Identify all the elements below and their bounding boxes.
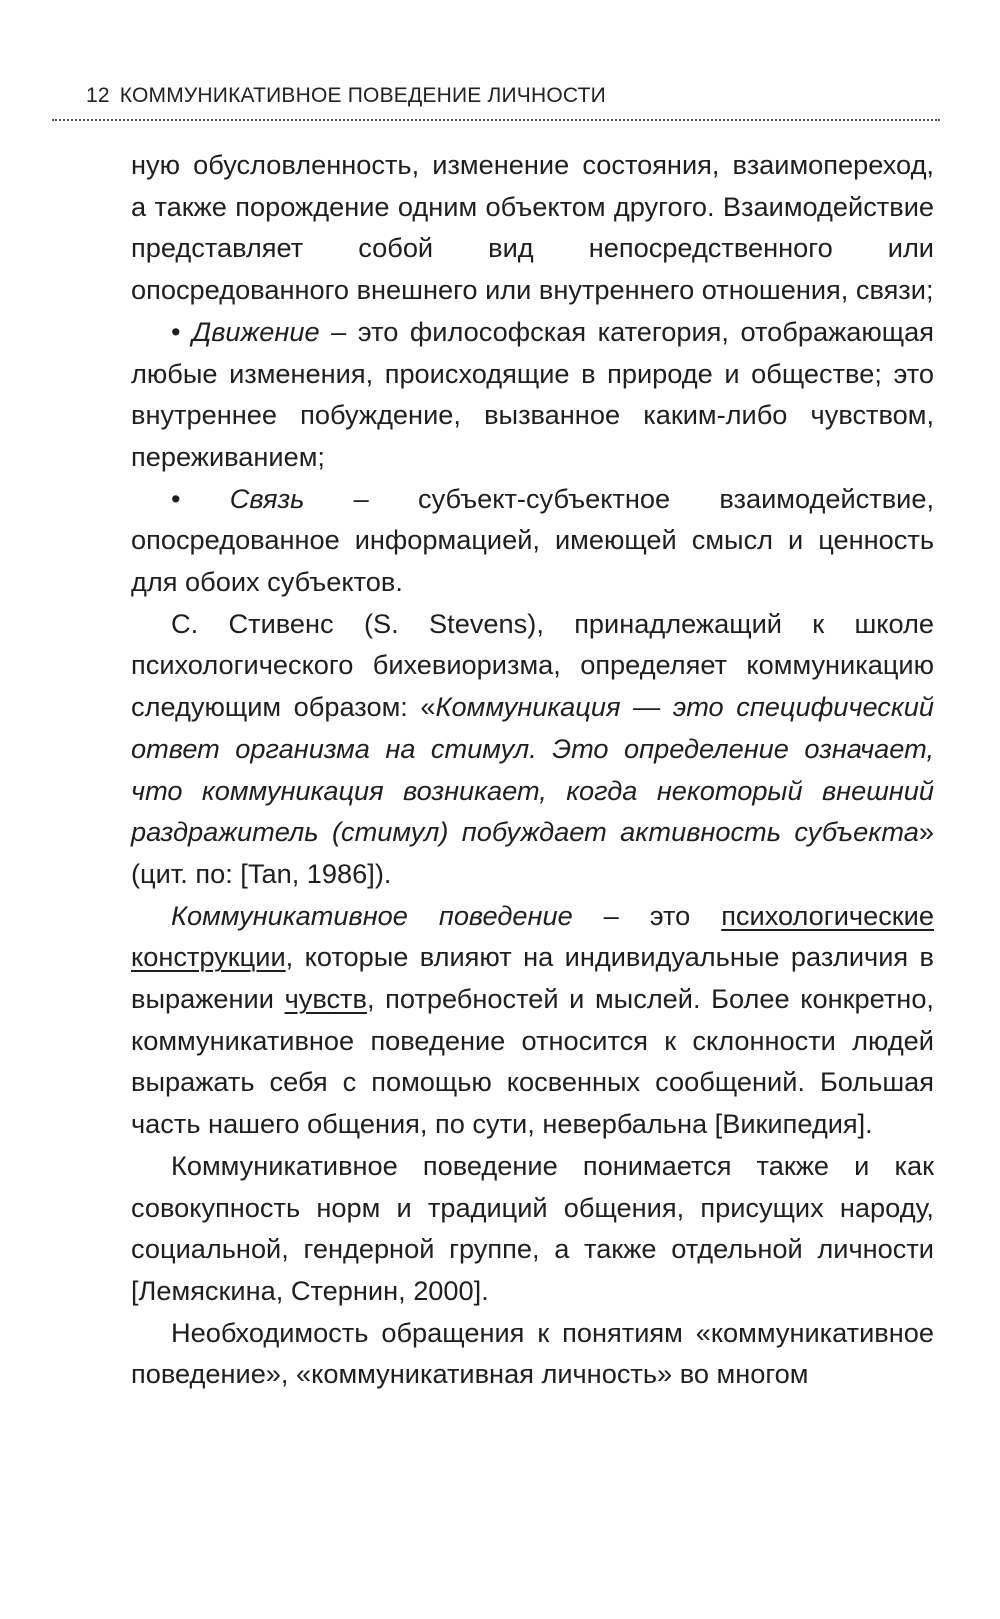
stevens-citation: » (цит. по: [Tan, 1986]). — [131, 816, 934, 889]
dash-text: – это — [572, 899, 722, 931]
body-text — [131, 144, 934, 1395]
bullet-marker: • — [171, 315, 181, 347]
paragraph-bullet-connection — [131, 478, 934, 603]
running-title: КОММУНИКАТИВНОЕ ПОВЕДЕНИЕ ЛИЧНОСТИ — [119, 84, 606, 107]
text-segment: , которые влияют на индивидуальные различия в выражении — [131, 941, 934, 1015]
link-feelings[interactable]: чувств — [284, 983, 367, 1015]
stevens-quote: Коммуникация — это специфический ответ организма на стимул. Это определение означает, что коммуникация возникает, когда некоторый внешний раздражитель (стимул) побуждает активность субъекта — [131, 691, 934, 848]
definition-connection: – субъект-субъектное взаимодействие, опосредованное информацией, имеющей смысл и ценность для обоих субъектов. — [131, 482, 934, 598]
link-psychological-constructs[interactable]: психологические конструкции — [131, 899, 934, 973]
paragraph-bullet-movement — [131, 311, 934, 478]
paragraph-norms-traditions: Коммуникативное поведение понимается также и как совокупность норм и традиций общения, присущих народу, социальной, гендерной группе, а также отдельной личности [Лемяскина, Стернин, 2000]. — [131, 1149, 934, 1306]
running-header — [86, 84, 606, 108]
paragraph-continuation: ную обусловленность, изменение состояния, взаимопереход, а также порождение одним объектом другого. Взаимодействие представляет собой вид непосредственного или опосредованного внешнего или внутреннего отношения, связи; — [131, 149, 934, 306]
stevens-intro: С. Стивенс (S. Stevens), принадлежащий к школе психологического бихевиоризма, определяет коммуникацию следующим образом: « — [131, 607, 934, 723]
paragraph-communicative-behavior — [131, 895, 934, 1145]
paragraph-stevens — [131, 603, 934, 895]
term-connection: Связь — [229, 482, 305, 514]
bullet-marker: • — [171, 482, 181, 514]
term-movement: Движение — [192, 315, 320, 347]
paragraph-necessity: Необходимость обращения к понятиям «коммуникативное поведение», «коммуникативная личность» во многом — [131, 1316, 934, 1390]
term-communicative-behavior: Коммуникативное поведение — [171, 899, 573, 931]
page-number: 12 — [86, 84, 110, 107]
header-divider — [52, 119, 940, 121]
text-segment: , потребностей и мыслей. Более конкретно, коммуникативное поведение относится к склонности людей выражать себя с помощью косвенных сообщений. Большая часть нашего общения, по сути, невербальна [Википедия]. — [131, 983, 934, 1140]
definition-movement: – это философская категория, отображающая любые изменения, происходящие в природе и обществе; это внутреннее побуждение, вызванное каким-либо чувством, переживанием; — [131, 315, 934, 472]
